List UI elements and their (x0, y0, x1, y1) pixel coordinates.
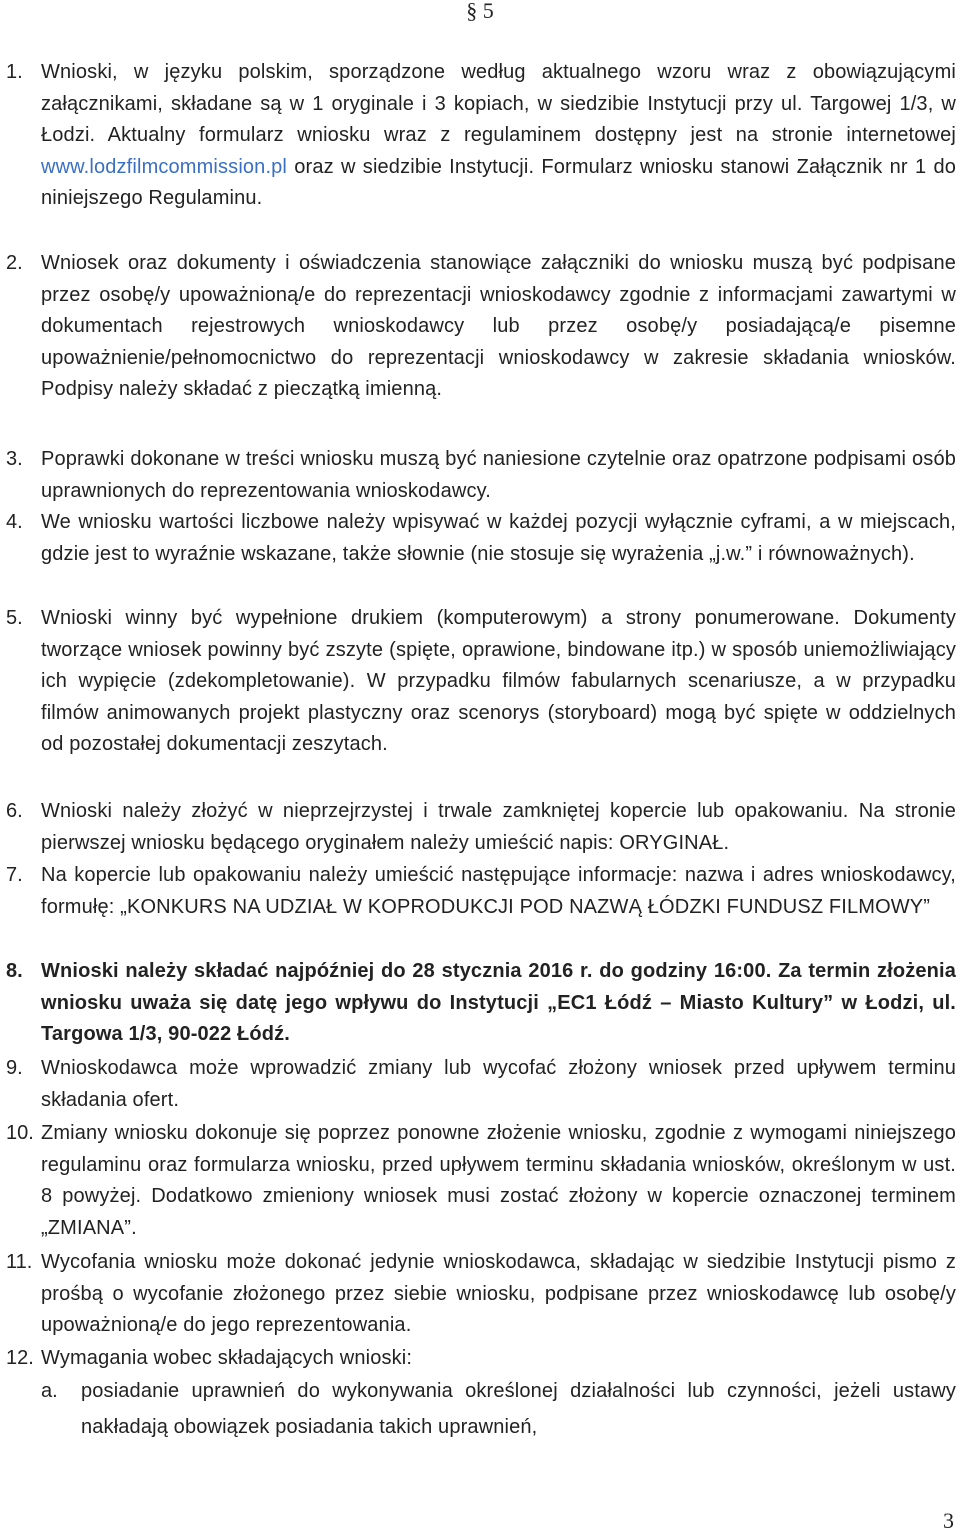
list-item-4 (6, 507, 956, 570)
item-text (41, 57, 956, 215)
item-text-part-a: Wnioski, w języku polskim, sporządzone według aktualnego wzoru wraz z obowiązującymi załącznikami, składane są w 1 oryginale i 3 kopiach, w siedzibie Instytucji przy ul. Targowej 1/3, w Łodzi. Aktualny formularz wniosku wraz z regulaminem dostępny jest na stronie internetowej (41, 61, 956, 146)
list-item-1 (6, 57, 956, 215)
item-text: Wnioskodawca może wprowadzić zmiany lub wycofać złożony wniosek przed upływem terminu składania ofert. (41, 1057, 956, 1111)
website-link[interactable]: www.lodzfilmcommission.pl (41, 155, 288, 178)
list-item-10 (6, 1118, 956, 1244)
item-text: We wniosku wartości liczbowe należy wpisywać w każdej pozycji wyłącznie cyframi, a w miejscach, gdzie jest to wyraźnie wskazane, także słownie (nie stosuje się wyrażenia „j.w.” i równoważnych). (41, 511, 956, 565)
item-text: Wnioski winny być wypełnione drukiem (komputerowym) a strony ponumerowane. Dokumenty tworzące wniosek powinny być zszyte (spięte, oprawione, bindowane itp.) w sposób uniemożliwiający ich wypięcie (zdekompletowanie). W przypadku filmów fabularnych scenariusze, a w przypadku filmów animowanych projekt plastyczny oraz scenorys (storyboard) mogą być spięte w oddzielnych od pozostałej dokumentacji zeszytach. (41, 607, 956, 755)
list-item-11 (6, 1247, 956, 1342)
item-number: 6. (6, 800, 23, 822)
list-item-6 (6, 796, 956, 859)
item-text: Wniosek oraz dokumenty i oświadczenia stanowiące załączniki do wniosku muszą być podpisane przez osobę/y upoważnioną/e do reprezentacji wnioskodawcy zgodnie z informacjami zawartymi w dokumentach rejestrowych wnioskodawcy lub przez osobę/y posiadającą/e pisemne upoważnienie/pełnomocnictwo do reprezentacji wnioskodawcy w zakresie składania wniosków. Podpisy należy składać z pieczątką imienną. (41, 252, 956, 400)
item-number: 9. (6, 1057, 23, 1079)
item-number: 1. (6, 61, 23, 83)
item-text: Wycofania wniosku może dokonać jedynie wnioskodawca, składając w siedzibie Instytucji pismo z prośbą o wycofanie złożonego przez siebie wniosku, podpisane przez wnioskodawcę lub osobę/y upoważnioną/e do jego reprezentowania. (41, 1251, 956, 1336)
section-heading: § 5 (466, 0, 494, 23)
item-number: 2. (6, 252, 23, 274)
item-text: Wnioski należy składać najpóźniej do 28 stycznia 2016 r. do godziny 16:00. Za termin złożenia wniosku uważa się datę jego wpływu do Instytucji „EC1 Łódź – Miasto Kultury” w Łodzi, ul. Targowa 1/3, 90-022 Łódź. (41, 960, 956, 1045)
item-text: Zmiany wniosku dokonuje się poprzez ponowne złożenie wniosku, zgodnie z wymogami niniejszego regulaminu oraz formularza wniosku, przed upływem terminu składania wniosków, określonym w ust. 8 powyżej. Dodatkowo zmieniony wniosek musi zostać złożony w kopercie oznaczonej terminem „ZMIANA”. (41, 1122, 956, 1239)
item-text: Wymagania wobec składających wnioski: (41, 1347, 413, 1369)
sub-item-text: posiadanie uprawnień do wykonywania określonej działalności lub czynności, jeżeli ustawy nakładają obowiązek posiadania takich uprawnień, (81, 1380, 956, 1438)
item-text: Poprawki dokonane w treści wniosku muszą być naniesione czytelnie oraz opatrzone podpisami osób uprawnionych do reprezentowania wnioskodawcy. (41, 448, 956, 502)
sub-item-a (41, 1373, 956, 1445)
list-item-5 (6, 603, 956, 761)
item-number: 7. (6, 864, 23, 886)
item-text: Na kopercie lub opakowaniu należy umieścić następujące informacje: nazwa i adres wnioskodawcy, formułę: „KONKURS NA UDZIAŁ W KOPRODUKCJI POD NAZWĄ ŁÓDZKI FUNDUSZ FILMOWY” (41, 864, 956, 918)
list-item-3 (6, 444, 956, 507)
list-item-12 (6, 1343, 956, 1375)
item-number: 12. (6, 1347, 34, 1369)
page-number: 3 (943, 1508, 954, 1533)
item-text-part-b: oraz w siedzibie Instytucji. Formularz wniosku stanowi Załącznik nr 1 do niniejszego Regulaminu. (41, 155, 956, 209)
item-number: 3. (6, 448, 23, 470)
item-text: Wnioski należy złożyć w nieprzejrzystej i trwale zamkniętej kopercie lub opakowaniu. Na stronie pierwszej wniosku będącego oryginałem należy umieścić napis: ORYGINAŁ. (41, 800, 956, 854)
list-item-2 (6, 248, 956, 406)
list-item-8 (6, 956, 956, 1051)
item-number: 5. (6, 607, 23, 629)
item-number: 11. (6, 1251, 33, 1273)
sub-item-letter: a. (41, 1380, 58, 1402)
list-item-7 (6, 860, 956, 923)
item-number: 4. (6, 511, 23, 533)
item-number: 10. (6, 1122, 34, 1144)
list-item-9 (6, 1053, 956, 1116)
item-number: 8. (6, 960, 23, 982)
